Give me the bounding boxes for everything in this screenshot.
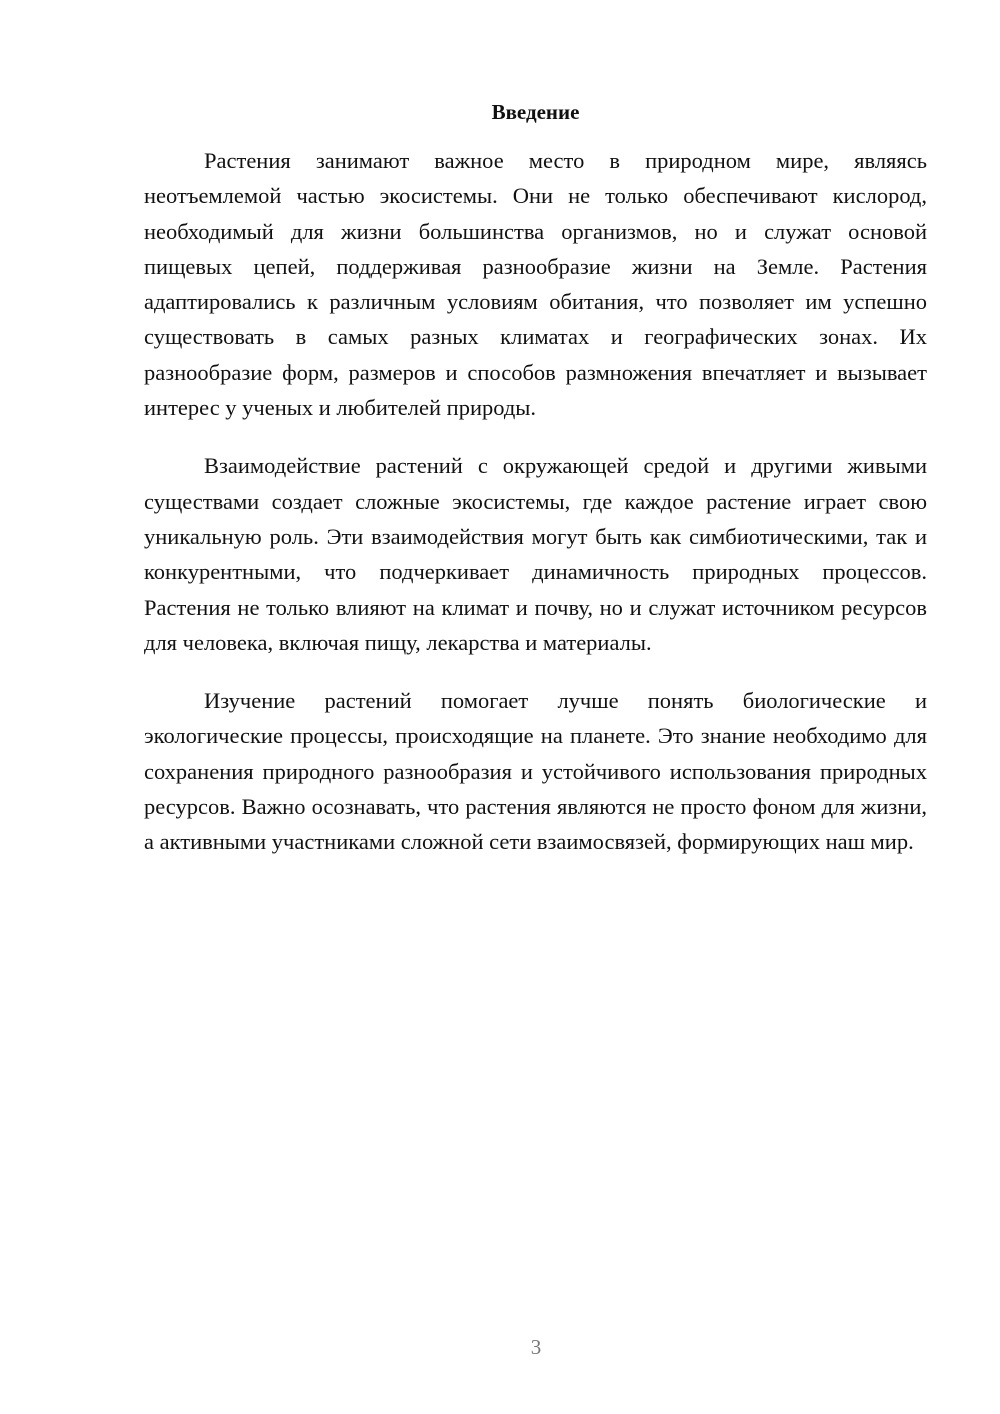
page-number: 3: [530, 1335, 542, 1359]
document-body: [144, 143, 927, 883]
paragraph-2: Взаимодействие растений с окружающей средой и другими живыми существами создает сложные экосистемы, где каждое растение играет свою уникальную роль. Эти взаимодействия могут быть как симбиотическими, так и конкурентными, что подчеркивает динамичность природных процессов. Растения не только влияют на климат и почву, но и служат источником ресурсов для человека, включая пищу, лекарства и материалы.: [144, 453, 927, 655]
page-title: Введение: [491, 100, 580, 124]
paragraph-3: Изучение растений помогает лучше понять биологические и экологические процессы, происходящие на планете. Это знание необходимо для сохранения природного разнообразия и устойчивого использования природных ресурсов. Важно осознавать, что растения являются не просто фоном для жизни, а активными участниками сложной сети взаимосвязей, формирующих наш мир.: [144, 688, 927, 855]
paragraph-1: Растения занимают важное место в природном мире, являясь неотъемлемой частью экосистемы. Они не только обеспечивают кислород, необходимый для жизни большинства организмов, но и служат основой пищевых цепей, поддерживая разнообразие жизни на Земле. Растения адаптировались к различным условиям обитания, что позволяет им успешно существовать в самых разных климатах и географических зонах. Их разнообразие форм, размеров и способов размножения впечатляет и вызывает интерес у ученых и любителей природы.: [144, 148, 927, 421]
